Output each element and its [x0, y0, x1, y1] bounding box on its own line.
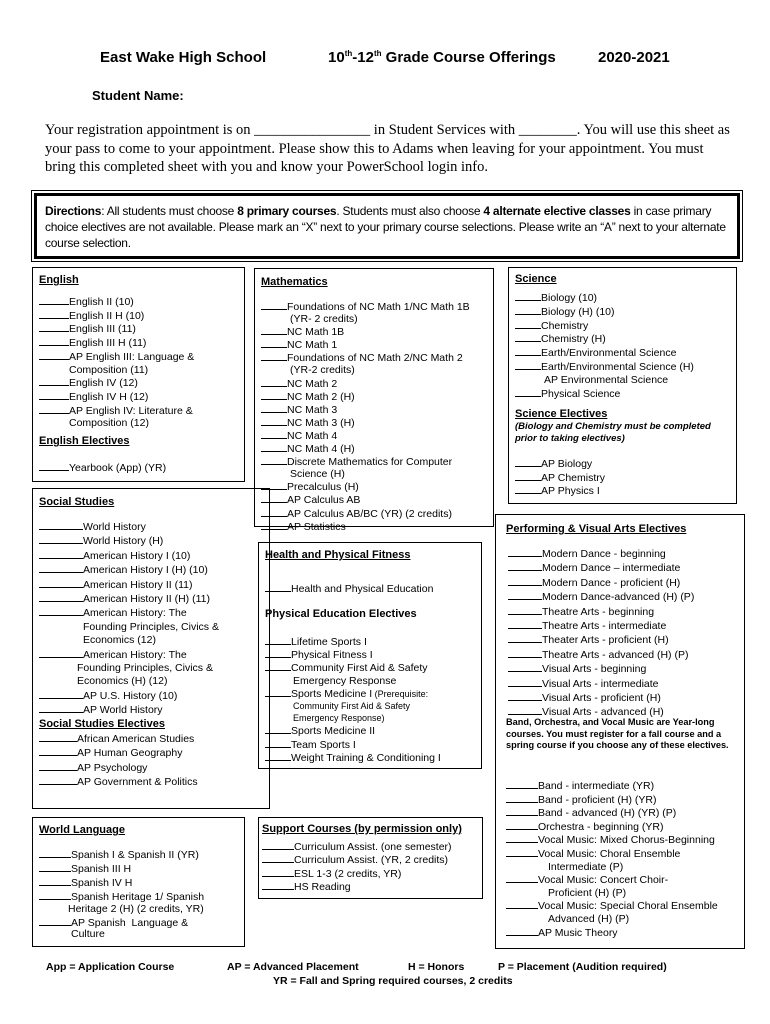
selection-blank[interactable]: [39, 295, 69, 305]
social-studies-box: [32, 488, 270, 809]
list-item: Proficient (H) (P): [548, 886, 627, 899]
math-box: [254, 268, 494, 533]
list-item: Theater Arts - proficient (H): [508, 633, 694, 647]
list-item: African American Studies: [39, 732, 198, 746]
selection-blank[interactable]: [515, 291, 541, 301]
list-item: NC Math 3 (H): [261, 416, 470, 429]
list-item: AP U.S. History (10): [39, 689, 219, 703]
selection-blank[interactable]: [265, 635, 291, 645]
science-electives-title: Science Electives: [515, 408, 608, 420]
selection-blank[interactable]: [39, 390, 69, 400]
selection-blank[interactable]: [39, 534, 83, 544]
list-item: Chemistry: [515, 319, 694, 333]
world-language-list: [39, 848, 204, 941]
selection-blank[interactable]: [261, 403, 287, 413]
selection-blank[interactable]: [261, 507, 287, 517]
list-item: Discrete Mathematics for Computer: [261, 455, 470, 468]
list-item: Visual Arts - intermediate: [508, 677, 694, 691]
selection-blank[interactable]: [508, 633, 542, 643]
list-item: AP Government & Politics: [39, 775, 198, 789]
legend-app: App = Application Course: [46, 961, 175, 973]
selection-blank[interactable]: [39, 376, 69, 386]
selection-blank[interactable]: [506, 806, 538, 816]
social-electives-title: Social Studies Electives: [39, 718, 165, 730]
math-list: [261, 300, 470, 533]
list-item: Lifetime Sports I: [265, 635, 441, 648]
selection-blank[interactable]: [508, 576, 542, 586]
arts-box: [495, 514, 745, 949]
list-item: AP World History: [39, 703, 219, 717]
science-box: [508, 267, 737, 504]
selection-blank[interactable]: [39, 461, 69, 471]
list-item: AP English IV: Literature &: [39, 404, 194, 418]
list-item: Founding Principles, Civics &: [77, 662, 213, 675]
selection-blank[interactable]: [515, 360, 541, 370]
selection-blank[interactable]: [265, 648, 291, 658]
science-list: [515, 291, 694, 400]
selection-blank[interactable]: [39, 746, 77, 756]
music-list: [506, 779, 718, 939]
selection-blank[interactable]: [506, 833, 538, 843]
list-item: Yearbook (App) (YR): [39, 461, 166, 475]
selection-blank[interactable]: [262, 853, 294, 863]
list-item: Vocal Music: Special Choral Ensemble: [506, 899, 718, 913]
list-item: NC Math 2 (H): [261, 390, 470, 403]
intro-paragraph: Your registration appointment is on ________________ in Student Services with ________. You will use this sheet as your pass to come to your appointment. Please show this to Adams when leaving for your appointment. You must bring this completed sheet with you and know your PowerSchool login info.: [45, 122, 730, 175]
selection-blank[interactable]: [39, 520, 83, 530]
list-item: AP Environmental Science: [544, 373, 669, 386]
selection-blank[interactable]: [39, 563, 83, 573]
selection-blank[interactable]: [39, 578, 83, 588]
list-item: Biology (10): [515, 291, 694, 305]
selection-blank[interactable]: [506, 820, 538, 830]
support-list: [262, 840, 452, 893]
list-item: Economics (H) (12): [77, 675, 168, 688]
selection-blank[interactable]: [515, 346, 541, 356]
list-item: English IV (12): [39, 376, 194, 390]
selection-blank[interactable]: [261, 325, 287, 335]
selection-blank[interactable]: [39, 336, 69, 346]
selection-blank[interactable]: [508, 648, 542, 658]
list-item: Physical Fitness I: [265, 648, 441, 661]
list-item: Band - proficient (H) (YR): [506, 793, 718, 807]
selection-blank[interactable]: [508, 619, 542, 629]
list-item: Founding Principles, Civics &: [83, 620, 219, 633]
list-item: Composition (12): [69, 417, 149, 430]
arts-list: [508, 547, 694, 720]
arts-title: Performing & Visual Arts Electives: [506, 523, 687, 535]
list-item: NC Math 4 (H): [261, 442, 470, 455]
selection-blank[interactable]: [39, 689, 83, 699]
selection-blank[interactable]: [39, 732, 77, 742]
selection-blank[interactable]: [261, 429, 287, 439]
selection-blank[interactable]: [506, 779, 538, 789]
list-item: Composition (11): [69, 363, 149, 376]
selection-blank[interactable]: [261, 520, 287, 530]
selection-blank[interactable]: [261, 351, 287, 361]
list-item: English II H (10): [39, 309, 194, 323]
list-item: AP Music Theory: [506, 926, 718, 940]
list-item: Modern Dance-advanced (H) (P): [508, 590, 694, 604]
selection-blank[interactable]: [515, 319, 541, 329]
english-list: [39, 295, 194, 430]
directions-text: Directions: All students must choose 8 primary courses. Students must also choose 4 alternate elective classes in case primary choice electives are not available. Please mark an “X” next to your primary course selections. Please write an “A” next to your alternate course selection.: [45, 204, 726, 250]
math-title: Mathematics: [261, 276, 328, 288]
selection-blank[interactable]: [39, 916, 71, 926]
list-item: AP English III: Language &: [39, 350, 194, 364]
list-item: AP Human Geography: [39, 746, 198, 760]
selection-blank[interactable]: [39, 890, 71, 900]
list-item: Advanced (H) (P): [548, 912, 630, 925]
list-item: AP Chemistry: [515, 471, 605, 485]
selection-blank[interactable]: [506, 847, 538, 857]
selection-blank[interactable]: [508, 605, 542, 615]
selection-blank[interactable]: [265, 751, 291, 761]
selection-blank[interactable]: [261, 390, 287, 400]
list-item: American History: The: [39, 648, 219, 662]
list-item: Economics (12): [83, 634, 156, 647]
selection-blank[interactable]: [515, 387, 541, 397]
selection-blank[interactable]: [265, 724, 291, 734]
selection-blank[interactable]: [261, 442, 287, 452]
list-item: Band - intermediate (YR): [506, 779, 718, 793]
list-item: American History I (H) (10): [39, 563, 219, 577]
list-item: Chemistry (H): [515, 332, 694, 346]
science-title: Science: [515, 273, 557, 285]
list-item: Emergency Response: [293, 674, 397, 687]
selection-blank[interactable]: [508, 547, 542, 557]
list-item: Curriculum Assist. (YR, 2 credits): [262, 853, 452, 866]
selection-blank[interactable]: [508, 677, 542, 687]
selection-blank[interactable]: [265, 738, 291, 748]
list-item: Band - advanced (H) (YR) (P): [506, 806, 718, 820]
legend-placement: P = Placement (Audition required): [498, 961, 667, 973]
list-item: AP Calculus AB/BC (YR) (2 credits): [261, 507, 470, 520]
pe-electives-title: Physical Education Electives: [265, 608, 417, 620]
list-item: Community First Aid & Safety: [293, 701, 411, 712]
selection-blank[interactable]: [506, 926, 538, 936]
selection-blank[interactable]: [261, 480, 287, 490]
list-item: AP Biology: [515, 457, 605, 471]
list-item: NC Math 2: [261, 377, 470, 390]
list-item: AP Psychology: [39, 761, 198, 775]
selection-blank[interactable]: [506, 899, 538, 909]
social-studies-list: [39, 520, 219, 718]
list-item: American History: The: [39, 606, 219, 620]
selection-blank[interactable]: [39, 775, 77, 785]
list-item: ESL 1-3 (2 credits, YR): [262, 867, 452, 880]
selection-blank[interactable]: [265, 661, 291, 671]
list-item: Team Sports I: [265, 738, 441, 751]
selection-blank[interactable]: [39, 862, 71, 872]
list-item: Theatre Arts - advanced (H) (P): [508, 648, 694, 662]
world-language-title: World Language: [39, 824, 125, 836]
selection-blank[interactable]: [515, 305, 541, 315]
list-item: World History (H): [39, 534, 219, 548]
list-item: Intermediate (P): [548, 860, 624, 873]
grade-title: 10th-12th Grade Course Offerings: [328, 49, 556, 66]
health-title: Health and Physical Fitness: [265, 549, 411, 561]
school-year: 2020-2021: [598, 49, 670, 66]
list-item: World History: [39, 520, 219, 534]
social-electives-list: [39, 732, 198, 790]
selection-blank[interactable]: [515, 457, 541, 467]
school-name: East Wake High School: [100, 49, 267, 66]
list-item: English III H (11): [39, 336, 194, 350]
list-item: Theatre Arts - beginning: [508, 605, 694, 619]
selection-blank[interactable]: [39, 648, 83, 658]
list-item: English II (10): [39, 295, 194, 309]
list-item: NC Math 4: [261, 429, 470, 442]
list-item: AP Calculus AB: [261, 493, 470, 506]
legend-yr: YR = Fall and Spring required courses, 2 credits: [273, 975, 513, 987]
selection-blank[interactable]: [515, 332, 541, 342]
list-item: Vocal Music: Choral Ensemble: [506, 847, 718, 861]
list-item: (YR- 2 credits): [290, 313, 358, 326]
list-item: Science (H): [290, 468, 345, 481]
english-title: English: [39, 274, 79, 286]
selection-blank[interactable]: [508, 705, 542, 715]
list-item: AP Statistics: [261, 520, 470, 533]
list-item: Heritage 2 (H) (2 credits, YR): [68, 902, 204, 915]
selection-blank[interactable]: [508, 691, 542, 701]
science-electives-note: (Biology and Chemistry must be completed prior to taking electives): [515, 421, 711, 444]
selection-blank[interactable]: [39, 848, 71, 858]
selection-blank[interactable]: [508, 662, 542, 672]
music-note: Band, Orchestra, and Vocal Music are Year-long courses. You must register for a fall course and a spring course if you choose any of these electives.: [506, 717, 729, 750]
list-item: Visual Arts - proficient (H): [508, 691, 694, 705]
list-item: HS Reading: [262, 880, 452, 893]
list-item: Health and Physical Education: [265, 582, 433, 596]
selection-blank[interactable]: [39, 350, 69, 360]
selection-blank[interactable]: [265, 687, 291, 697]
list-item: Foundations of NC Math 1/NC Math 1B: [261, 300, 470, 313]
list-item: Community First Aid & Safety: [265, 661, 441, 674]
list-item: Earth/Environmental Science: [515, 346, 694, 360]
list-item: Spanish Heritage 1/ Spanish: [39, 890, 204, 904]
list-item: Spanish IV H: [39, 876, 204, 890]
selection-blank[interactable]: [262, 840, 294, 850]
social-studies-title: Social Studies: [39, 496, 115, 508]
list-item: Modern Dance - beginning: [508, 547, 694, 561]
selection-blank[interactable]: [262, 867, 294, 877]
list-item: (YR-2 credits): [290, 364, 355, 377]
selection-blank[interactable]: [261, 300, 287, 310]
selection-blank[interactable]: [39, 606, 83, 616]
selection-blank[interactable]: [508, 561, 542, 571]
list-item: English IV H (12): [39, 390, 194, 404]
support-title: Support Courses (by permission only): [262, 823, 462, 835]
list-item: NC Math 3: [261, 403, 470, 416]
selection-blank[interactable]: [261, 493, 287, 503]
list-item: Orchestra - beginning (YR): [506, 820, 718, 834]
selection-blank[interactable]: [261, 338, 287, 348]
list-item: Precalculus (H): [261, 480, 470, 493]
english-electives-title: English Electives: [39, 435, 130, 447]
support-box: [258, 817, 483, 899]
selection-blank[interactable]: [39, 592, 83, 602]
selection-blank[interactable]: [262, 880, 294, 890]
selection-blank[interactable]: [39, 404, 69, 414]
list-item: Curriculum Assist. (one semester): [262, 840, 452, 853]
selection-blank[interactable]: [506, 873, 538, 883]
list-item: Emergency Response): [293, 713, 385, 724]
science-electives-list: [515, 457, 605, 498]
selection-blank[interactable]: [515, 471, 541, 481]
selection-blank[interactable]: [39, 309, 69, 319]
health-box: [258, 542, 482, 769]
selection-blank[interactable]: [261, 455, 287, 465]
list-item: American History II (11): [39, 578, 219, 592]
list-item: AP Physics I: [515, 484, 605, 498]
list-item: Weight Training & Conditioning I: [265, 751, 441, 764]
list-item: Visual Arts - advanced (H): [508, 705, 694, 719]
list-item: Culture: [71, 928, 105, 941]
list-item: Modern Dance – intermediate: [508, 561, 694, 575]
list-item: American History I (10): [39, 549, 219, 563]
list-item: American History II (H) (11): [39, 592, 219, 606]
list-item: NC Math 1: [261, 338, 470, 351]
selection-blank[interactable]: [265, 582, 291, 592]
list-item: Modern Dance - proficient (H): [508, 576, 694, 590]
selection-blank[interactable]: [39, 322, 69, 332]
list-item: Earth/Environmental Science (H): [515, 360, 694, 374]
list-item: Foundations of NC Math 2/NC Math 2: [261, 351, 470, 364]
selection-blank[interactable]: [506, 793, 538, 803]
selection-blank[interactable]: [261, 416, 287, 426]
english-electives-list: [39, 461, 166, 475]
list-item: Physical Science: [515, 387, 694, 401]
selection-blank[interactable]: [508, 590, 542, 600]
student-name-label: Student Name:: [92, 88, 184, 103]
selection-blank[interactable]: [515, 484, 541, 494]
list-item: Theatre Arts - intermediate: [508, 619, 694, 633]
selection-blank[interactable]: [39, 703, 83, 713]
list-item: NC Math 1B: [261, 325, 470, 338]
world-language-box: [32, 817, 245, 947]
directions-box: [34, 193, 740, 259]
list-item: Sports Medicine I (Prerequisite:: [265, 687, 441, 700]
health-list: [265, 582, 433, 596]
list-item: Sports Medicine II: [265, 724, 441, 737]
list-item: Spanish I & Spanish II (YR): [39, 848, 204, 862]
selection-blank[interactable]: [39, 876, 71, 886]
list-item: Vocal Music: Mixed Chorus-Beginning: [506, 833, 718, 847]
list-item: Spanish III H: [39, 862, 204, 876]
legend-ap: AP = Advanced Placement: [227, 961, 359, 973]
list-item: Vocal Music: Concert Choir-: [506, 873, 718, 887]
english-box: [32, 267, 245, 482]
selection-blank[interactable]: [39, 761, 77, 771]
list-item: English III (11): [39, 322, 194, 336]
legend-honors: H = Honors: [408, 961, 465, 973]
selection-blank[interactable]: [261, 377, 287, 387]
pe-electives-list: [265, 635, 441, 764]
list-item: AP Spanish Language &: [39, 916, 204, 930]
selection-blank[interactable]: [39, 549, 83, 559]
list-item: Biology (H) (10): [515, 305, 694, 319]
list-item: Visual Arts - beginning: [508, 662, 694, 676]
